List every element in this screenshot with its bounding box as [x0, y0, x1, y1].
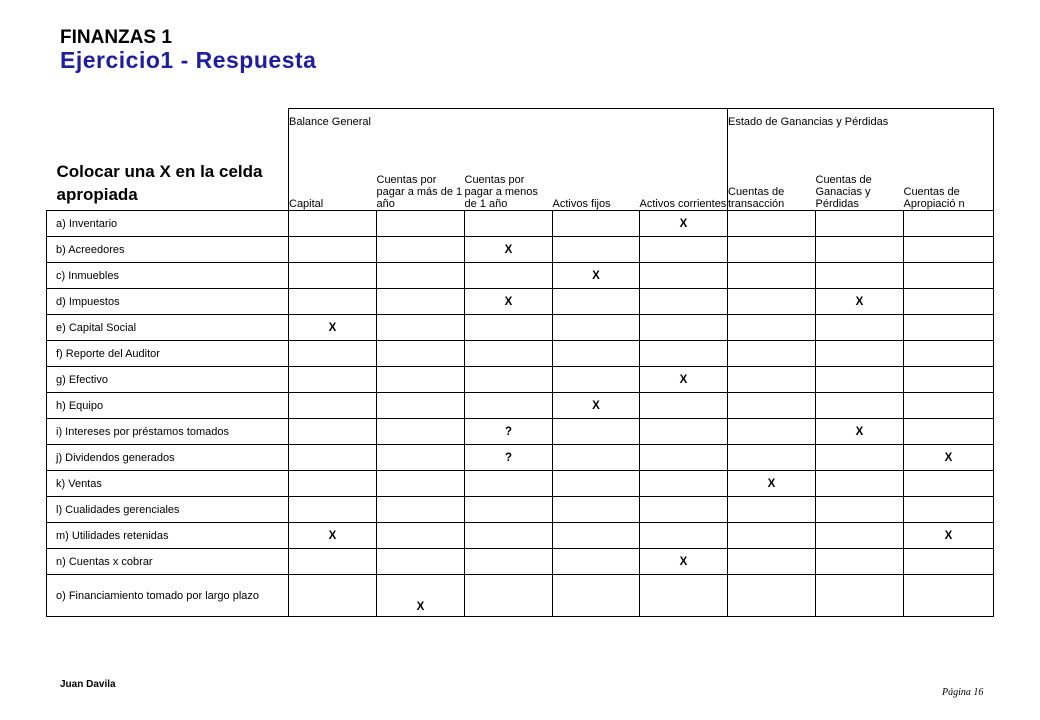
- mark-cell: [377, 445, 465, 471]
- mark-cell: [377, 315, 465, 341]
- page-number: Página 16: [942, 687, 984, 698]
- mark-cell: [816, 445, 904, 471]
- mark-cell: [728, 419, 816, 445]
- mark-cell: [728, 315, 816, 341]
- mark-cell: X: [553, 393, 640, 419]
- table-row: [47, 471, 994, 497]
- mark-cell: [289, 471, 377, 497]
- mark-cell: [289, 445, 377, 471]
- mark-cell: [465, 575, 553, 617]
- mark-cell: [640, 341, 728, 367]
- mark-cell: [728, 237, 816, 263]
- row-label: l) Cualidades gerenciales: [47, 497, 289, 523]
- mark-cell: [728, 211, 816, 237]
- mark-cell: [904, 367, 994, 393]
- mark-cell: [904, 237, 994, 263]
- table-row: [47, 497, 994, 523]
- column-header: Cuentas de Apropiació n: [904, 136, 994, 211]
- mark-cell: X: [289, 523, 377, 549]
- mark-cell: [289, 341, 377, 367]
- column-header: Cuentas por pagar a menos de 1 año: [464, 174, 538, 210]
- mark-cell: [465, 263, 553, 289]
- mark-cell: [377, 549, 465, 575]
- mark-cell: [904, 263, 994, 289]
- mark-cell: [728, 575, 816, 617]
- mark-cell: [377, 523, 465, 549]
- mark-cell: [816, 549, 904, 575]
- mark-cell: [553, 575, 640, 617]
- mark-cell: X: [377, 575, 465, 617]
- mark-cell: X: [904, 445, 994, 471]
- mark-cell: ?: [465, 445, 553, 471]
- group-estado-ganancias: Estado de Ganancias y Pérdidas: [728, 109, 994, 136]
- mark-cell: [816, 393, 904, 419]
- mark-cell: [640, 575, 728, 617]
- table-row: [47, 393, 994, 419]
- mark-cell: [640, 471, 728, 497]
- mark-cell: X: [816, 289, 904, 315]
- classification-table: [46, 108, 994, 617]
- mark-cell: [289, 263, 377, 289]
- table-row: [47, 289, 994, 315]
- mark-cell: [904, 471, 994, 497]
- mark-cell: X: [640, 549, 728, 575]
- mark-cell: X: [640, 211, 728, 237]
- row-label: c) Inmuebles: [47, 263, 289, 289]
- mark-cell: [289, 367, 377, 393]
- row-label: j) Dividendos generados: [47, 445, 289, 471]
- mark-cell: [728, 263, 816, 289]
- mark-cell: [640, 393, 728, 419]
- mark-cell: [289, 211, 377, 237]
- mark-cell: [377, 237, 465, 263]
- mark-cell: [465, 211, 553, 237]
- mark-cell: [728, 341, 816, 367]
- mark-cell: [640, 445, 728, 471]
- exercise-title: Ejercicio1 - Respuesta: [60, 47, 317, 73]
- column-header: Cuentas de Ganacias y Pérdidas: [815, 174, 872, 210]
- mark-cell: [816, 575, 904, 617]
- mark-cell: [553, 445, 640, 471]
- mark-cell: [816, 315, 904, 341]
- mark-cell: [816, 471, 904, 497]
- mark-cell: [465, 393, 553, 419]
- mark-cell: [553, 471, 640, 497]
- mark-cell: [816, 211, 904, 237]
- row-label: f) Reporte del Auditor: [47, 341, 289, 367]
- mark-cell: [377, 497, 465, 523]
- mark-cell: [816, 341, 904, 367]
- mark-cell: [816, 367, 904, 393]
- row-label: d) Impuestos: [47, 289, 289, 315]
- mark-cell: [904, 575, 994, 617]
- mark-cell: [640, 315, 728, 341]
- mark-cell: [640, 523, 728, 549]
- mark-cell: [904, 549, 994, 575]
- table-row: [47, 315, 994, 341]
- row-label: i) Intereses por préstamos tomados: [47, 419, 289, 445]
- mark-cell: [904, 289, 994, 315]
- mark-cell: [816, 237, 904, 263]
- row-label: g) Efectivo: [47, 367, 289, 393]
- mark-cell: [816, 497, 904, 523]
- mark-cell: [553, 549, 640, 575]
- mark-cell: [465, 367, 553, 393]
- table-body: [47, 211, 994, 617]
- mark-cell: [377, 263, 465, 289]
- mark-cell: [553, 211, 640, 237]
- mark-cell: X: [728, 471, 816, 497]
- mark-cell: [640, 497, 728, 523]
- mark-cell: [640, 419, 728, 445]
- mark-cell: [816, 523, 904, 549]
- column-header: Cuentas por pagar a más de 1 año: [376, 174, 463, 210]
- table-row: [47, 341, 994, 367]
- mark-cell: [465, 315, 553, 341]
- instruction-text: Colocar una X en la celda apropiada: [56, 162, 263, 204]
- mark-cell: [904, 315, 994, 341]
- group-balance-general: Balance General: [289, 109, 728, 136]
- mark-cell: [289, 393, 377, 419]
- mark-cell: [728, 445, 816, 471]
- mark-cell: [904, 497, 994, 523]
- mark-cell: [904, 393, 994, 419]
- row-label: n) Cuentas x cobrar: [47, 549, 289, 575]
- mark-cell: [728, 523, 816, 549]
- mark-cell: [289, 497, 377, 523]
- row-label: e) Capital Social: [47, 315, 289, 341]
- mark-cell: [640, 237, 728, 263]
- column-header: Activos fijos: [552, 198, 611, 210]
- mark-cell: [553, 237, 640, 263]
- mark-cell: [728, 549, 816, 575]
- mark-cell: [640, 263, 728, 289]
- mark-cell: [377, 471, 465, 497]
- mark-cell: [465, 549, 553, 575]
- mark-cell: [465, 497, 553, 523]
- mark-cell: X: [816, 419, 904, 445]
- mark-cell: [377, 289, 465, 315]
- mark-cell: X: [465, 237, 553, 263]
- mark-cell: [904, 341, 994, 367]
- mark-cell: [465, 523, 553, 549]
- mark-cell: [816, 263, 904, 289]
- mark-cell: [728, 393, 816, 419]
- mark-cell: [289, 289, 377, 315]
- column-header: Activos corrientes: [639, 198, 727, 210]
- mark-cell: [904, 419, 994, 445]
- mark-cell: [640, 289, 728, 315]
- mark-cell: X: [904, 523, 994, 549]
- column-header: Capital: [289, 136, 377, 211]
- row-label: b) Acreedores: [47, 237, 289, 263]
- table-row: [47, 445, 994, 471]
- row-label: m) Utilidades retenidas: [47, 523, 289, 549]
- table-row: [47, 211, 994, 237]
- table-row: [47, 263, 994, 289]
- mark-cell: [377, 393, 465, 419]
- mark-cell: ?: [465, 419, 553, 445]
- mark-cell: [553, 497, 640, 523]
- mark-cell: X: [553, 263, 640, 289]
- mark-cell: [553, 419, 640, 445]
- table-row: [47, 419, 994, 445]
- author-name: Juan Davila: [60, 679, 116, 690]
- mark-cell: [377, 419, 465, 445]
- mark-cell: [553, 341, 640, 367]
- table-row: [47, 367, 994, 393]
- mark-cell: [728, 367, 816, 393]
- row-label: o) Financiamiento tomado por largo plazo: [47, 575, 289, 617]
- mark-cell: X: [289, 315, 377, 341]
- mark-cell: [465, 341, 553, 367]
- mark-cell: [289, 575, 377, 617]
- mark-cell: X: [465, 289, 553, 315]
- mark-cell: [904, 211, 994, 237]
- mark-cell: [289, 419, 377, 445]
- mark-cell: [289, 549, 377, 575]
- column-header: Cuentas de transacción: [728, 136, 816, 211]
- mark-cell: [377, 341, 465, 367]
- mark-cell: [289, 237, 377, 263]
- row-label: a) Inventario: [47, 211, 289, 237]
- mark-cell: [377, 367, 465, 393]
- mark-cell: [728, 289, 816, 315]
- table-row: [47, 575, 994, 617]
- mark-cell: [553, 315, 640, 341]
- course-title: FINANZAS 1: [60, 27, 172, 48]
- row-label: h) Equipo: [47, 393, 289, 419]
- mark-cell: X: [640, 367, 728, 393]
- mark-cell: [553, 367, 640, 393]
- mark-cell: [465, 471, 553, 497]
- table-row: [47, 237, 994, 263]
- mark-cell: [377, 211, 465, 237]
- mark-cell: [553, 523, 640, 549]
- table-row: [47, 523, 994, 549]
- mark-cell: [728, 497, 816, 523]
- mark-cell: [553, 289, 640, 315]
- table-row: [47, 549, 994, 575]
- row-label: k) Ventas: [47, 471, 289, 497]
